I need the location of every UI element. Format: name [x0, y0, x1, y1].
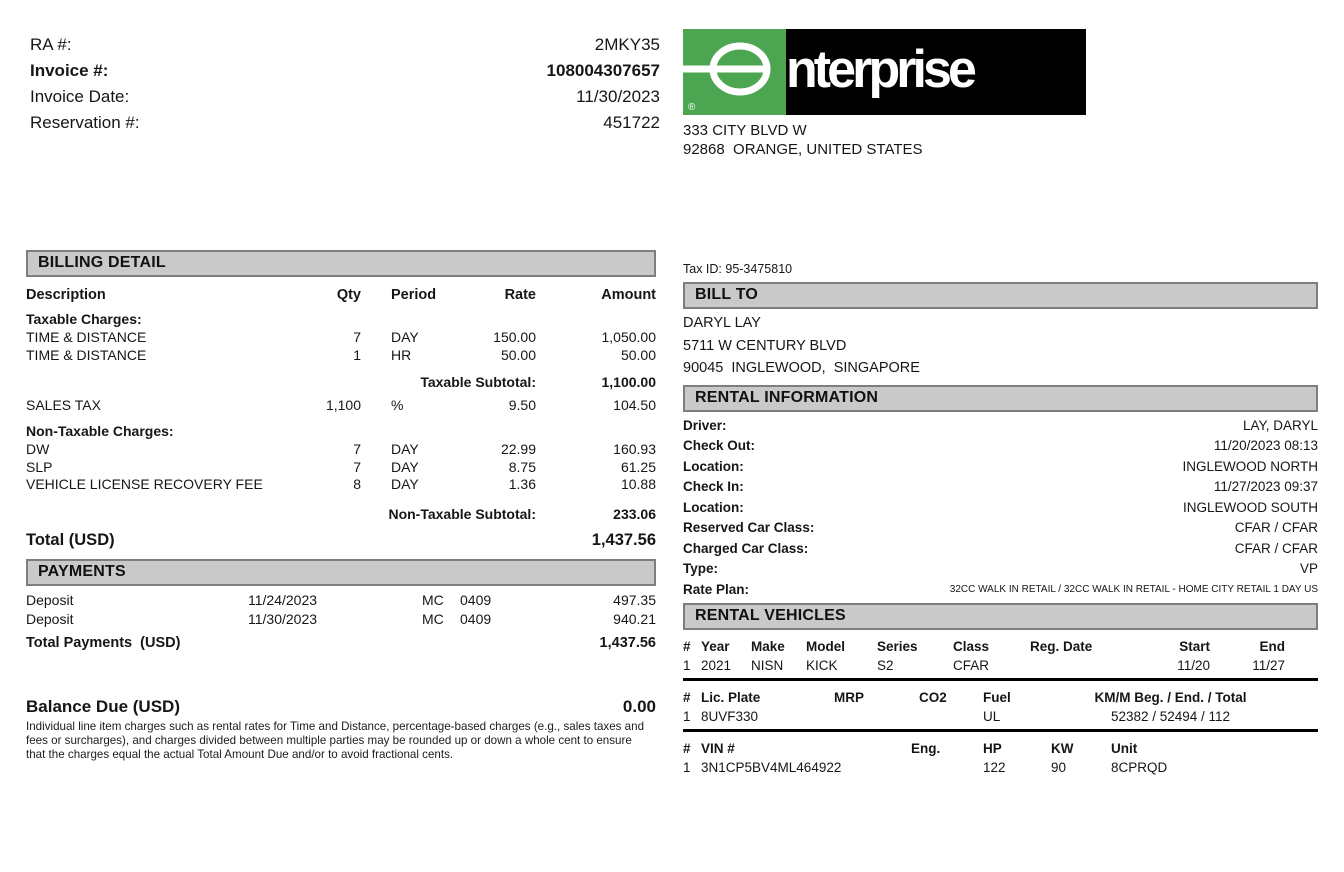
- reservation-number-label: Reservation #:: [30, 113, 140, 132]
- charge-amount: 1,050.00: [601, 329, 656, 345]
- rate-plan-label: Rate Plan:: [683, 581, 750, 597]
- balance-due-amount: 0.00: [622, 697, 656, 716]
- billing-detail-header: BILLING DETAIL: [26, 250, 656, 277]
- col-class: Class: [953, 639, 990, 654]
- rate-plan-value: 32CC WALK IN RETAIL / 32CC WALK IN RETAIL - HOME CITY RETAIL 1 DAY US: [949, 583, 1318, 595]
- rental-information-header: RENTAL INFORMATION: [683, 385, 1318, 412]
- brand-block: [683, 29, 1323, 159]
- col-series: Series: [877, 639, 918, 654]
- check-out-label: Check Out:: [683, 438, 756, 453]
- list-item: [683, 498, 1318, 519]
- charge-amount: 104.50: [613, 396, 656, 413]
- charge-description: VEHICLE LICENSE RECOVERY FEE: [26, 476, 263, 492]
- col-fuel: Fuel: [983, 690, 1011, 705]
- nontaxable-charges-label: Non-Taxable Charges:: [26, 423, 174, 439]
- charge-amount: 50.00: [620, 346, 656, 363]
- charge-qty: 7: [353, 458, 361, 475]
- reservation-number-value: 451722: [603, 113, 660, 132]
- charge-period: DAY: [391, 458, 419, 475]
- vehicle-class: CFAR: [953, 658, 990, 673]
- column-description: Description: [26, 287, 106, 303]
- charge-rate: 9.50: [508, 396, 536, 413]
- enterprise-e-icon: [683, 29, 786, 115]
- payment-method: MC: [422, 611, 444, 627]
- checkin-location-label: Location:: [683, 499, 744, 515]
- col-start: Start: [1179, 639, 1210, 654]
- enterprise-wordmark-text: nterprise: [786, 39, 973, 99]
- vehicle-make: NISN: [751, 658, 784, 673]
- vehicle-hp: 122: [983, 760, 1006, 775]
- invoice-number-row: [30, 58, 660, 84]
- payment-row: [26, 591, 656, 610]
- registered-trademark-icon: ®: [688, 102, 696, 113]
- charge-rate: 8.75: [508, 458, 536, 475]
- col-lic-plate: Lic. Plate: [701, 690, 761, 705]
- charge-rate: 1.36: [508, 476, 536, 492]
- vehicle-fuel: UL: [983, 709, 1001, 724]
- col-vin: VIN #: [701, 741, 735, 756]
- nontaxable-subtotal-row: [26, 506, 656, 524]
- ra-number-row: [30, 32, 660, 58]
- divider: [683, 729, 1318, 732]
- total-payments-row: [26, 633, 656, 653]
- payment-type: Deposit: [26, 611, 74, 627]
- vehicle-km: 52382 / 52494 / 112: [1110, 709, 1231, 724]
- balance-due-row: [26, 696, 656, 717]
- taxable-charges-label: Taxable Charges:: [26, 311, 142, 327]
- payment-method: MC: [422, 592, 444, 608]
- payment-amount: 940.21: [613, 611, 656, 627]
- charge-period: DAY: [391, 441, 419, 457]
- bill-to-street: 5711 W CENTURY BLVD: [683, 337, 847, 354]
- list-item: [683, 416, 1318, 437]
- vehicle-num: 1: [683, 760, 691, 775]
- checkout-location-value: INGLEWOOD NORTH: [1182, 458, 1318, 474]
- vehicle-plate-table: [683, 688, 1285, 726]
- charge-qty: 1: [353, 346, 361, 363]
- column-period: Period: [391, 287, 437, 303]
- col-eng: Eng.: [911, 741, 941, 756]
- invoice-date-value: 11/30/2023: [576, 87, 660, 106]
- vehicle-series: S2: [877, 658, 894, 673]
- billing-column: [26, 250, 656, 761]
- col-num: #: [683, 690, 691, 705]
- column-rate: Rate: [504, 287, 536, 303]
- total-payments-label: Total Payments (USD): [26, 635, 181, 651]
- check-in-label: Check In:: [683, 479, 744, 494]
- rental-information-list: [683, 416, 1318, 601]
- charge-description: TIME & DISTANCE: [26, 346, 147, 363]
- col-model: Model: [806, 639, 845, 654]
- nontaxable-subtotal-label: Non-Taxable Subtotal:: [388, 505, 536, 522]
- charge-amount: 160.93: [613, 441, 656, 457]
- charged-car-class-label: Charged Car Class:: [683, 540, 809, 556]
- payment-amount: 497.35: [613, 592, 656, 608]
- col-km: KM/M Beg. / End. / Total: [1094, 690, 1247, 705]
- billing-total-amount: 1,437.56: [591, 531, 656, 549]
- charge-period: HR: [391, 346, 412, 363]
- list-item: [683, 559, 1318, 580]
- billing-total-label: Total (USD): [26, 531, 115, 549]
- bill-to-header: BILL TO: [683, 282, 1318, 309]
- vehicle-num: 1: [683, 658, 691, 673]
- invoice-date-row: [30, 84, 660, 110]
- payment-date: 11/24/2023: [248, 592, 318, 608]
- vehicle-lic-plate: 8UVF330: [701, 709, 759, 724]
- bill-to-city: 90045 INGLEWOOD, SINGAPORE: [683, 360, 920, 376]
- taxable-subtotal-amount: 1,100.00: [601, 374, 656, 390]
- invoice-number-value: 108004307657: [546, 61, 660, 80]
- bill-to-address: [683, 312, 1318, 380]
- list-item: [683, 477, 1318, 498]
- divider: [683, 678, 1318, 681]
- col-end: End: [1259, 639, 1285, 654]
- payments-header: PAYMENTS: [26, 559, 656, 586]
- charge-qty: 7: [353, 329, 361, 345]
- charge-qty: 7: [353, 441, 361, 457]
- list-item: [683, 580, 1318, 601]
- reservation-number-row: [30, 110, 660, 136]
- charge-period: DAY: [391, 476, 419, 492]
- list-item: [683, 539, 1318, 560]
- list-item: [683, 436, 1318, 457]
- col-kw: KW: [1051, 741, 1074, 756]
- vehicle-num: 1: [683, 709, 691, 724]
- list-item: [683, 457, 1318, 478]
- check-in-value: 11/27/2023 09:37: [1213, 479, 1318, 494]
- branch-address-line2: 92868 ORANGE, UNITED STATES: [683, 140, 923, 158]
- table-row: [26, 347, 656, 365]
- vehicle-vin-table: [683, 739, 1285, 777]
- col-year: Year: [701, 639, 730, 654]
- vehicle-eng: [911, 758, 983, 777]
- charge-rate: 50.00: [500, 346, 536, 363]
- check-out-value: 11/20/2023 08:13: [1213, 438, 1318, 453]
- col-mrp: MRP: [834, 690, 864, 705]
- table-row: [26, 329, 656, 347]
- column-qty: Qty: [336, 287, 361, 303]
- payment-type: Deposit: [26, 592, 74, 608]
- vehicle-unit: 8CPRQD: [1111, 760, 1168, 775]
- charge-qty: 8: [353, 476, 361, 492]
- col-make: Make: [751, 639, 785, 654]
- vehicle-mrp: [834, 707, 919, 726]
- col-num: #: [683, 639, 691, 654]
- col-co2: CO2: [919, 690, 947, 705]
- payment-date: 11/30/2023: [248, 611, 318, 627]
- charge-rate: 150.00: [493, 329, 536, 345]
- type-value: VP: [1299, 561, 1318, 576]
- charge-description: SLP: [26, 458, 53, 475]
- checkin-location-value: INGLEWOOD SOUTH: [1182, 499, 1318, 515]
- charge-rate: 22.99: [500, 441, 536, 457]
- billing-total-row: [26, 530, 656, 550]
- col-reg-date: Reg. Date: [1030, 639, 1093, 654]
- table-row: [26, 459, 656, 477]
- driver-value: LAY, DARYL: [1242, 417, 1318, 433]
- type-label: Type:: [683, 561, 719, 576]
- ra-number-value: 2MKY35: [594, 35, 660, 54]
- vehicle-end: 11/27: [1252, 658, 1285, 673]
- table-row: [26, 441, 656, 459]
- invoice-date-label: Invoice Date:: [30, 87, 130, 106]
- charge-description: DW: [26, 441, 50, 457]
- col-num: #: [683, 741, 691, 756]
- vehicle-reg-date: [1030, 656, 1155, 675]
- vehicle-start: 11/20: [1177, 658, 1210, 673]
- table-row: [26, 476, 656, 494]
- charge-period: DAY: [391, 329, 419, 345]
- taxable-subtotal-row: [26, 374, 656, 392]
- vehicle-model: KICK: [806, 658, 838, 673]
- bill-to-name: DARYL LAY: [683, 315, 761, 331]
- nontaxable-subtotal-amount: 233.06: [613, 505, 656, 522]
- col-unit: Unit: [1111, 741, 1138, 756]
- charge-qty: 1,100: [325, 396, 361, 413]
- charge-amount: 10.88: [620, 476, 656, 492]
- rental-vehicles-header: RENTAL VEHICLES: [683, 603, 1318, 630]
- payment-card-last4: 0409: [460, 611, 492, 627]
- col-hp: HP: [983, 741, 1002, 756]
- payment-card-last4: 0409: [460, 592, 492, 608]
- charge-period: %: [391, 396, 404, 413]
- vehicle-spec-table: [683, 637, 1285, 675]
- charge-description: TIME & DISTANCE: [26, 329, 147, 345]
- ra-number-label: RA #:: [30, 35, 72, 54]
- vehicle-co2: [919, 707, 983, 726]
- charge-amount: 61.25: [620, 458, 656, 475]
- table-row: [26, 397, 656, 415]
- invoice-number-label: Invoice #:: [30, 61, 109, 80]
- vehicle-vin: 3N1CP5BV4ML464922: [701, 760, 842, 775]
- invoice-meta: [30, 32, 660, 136]
- enterprise-logo: [683, 29, 1086, 115]
- billing-table-header: [26, 286, 656, 304]
- checkout-location-label: Location:: [683, 458, 744, 474]
- reserved-car-class-label: Reserved Car Class:: [683, 520, 815, 535]
- charge-description: SALES TAX: [26, 396, 101, 413]
- list-item: [683, 518, 1318, 539]
- payment-row: [26, 610, 656, 629]
- rental-column: [683, 261, 1318, 777]
- column-amount: Amount: [601, 287, 656, 303]
- vehicle-year: 2021: [701, 658, 732, 673]
- driver-label: Driver:: [683, 417, 727, 433]
- branch-address-line1: 333 CITY BLVD W: [683, 122, 807, 139]
- taxable-subtotal-label: Taxable Subtotal:: [420, 374, 536, 390]
- reserved-car-class-value: CFAR / CFAR: [1234, 520, 1318, 535]
- total-payments-amount: 1,437.56: [599, 635, 656, 651]
- balance-due-label: Balance Due (USD): [26, 697, 180, 716]
- tax-id: Tax ID: 95-3475810: [683, 262, 793, 276]
- vehicle-kw: 90: [1051, 760, 1067, 775]
- enterprise-wordmark: [786, 29, 1086, 115]
- charged-car-class-value: CFAR / CFAR: [1234, 540, 1318, 556]
- rounding-disclaimer: Individual line item charges such as rental rates for Time and Distance, percentage-based charges (e.g., sales taxes and fees or surcharges), and charges divided between multiple parties may be rounded up or down a whole cent to ensure that the charges equal the actual Total Amount Due and/or to avoid fractional cents.: [26, 720, 645, 761]
